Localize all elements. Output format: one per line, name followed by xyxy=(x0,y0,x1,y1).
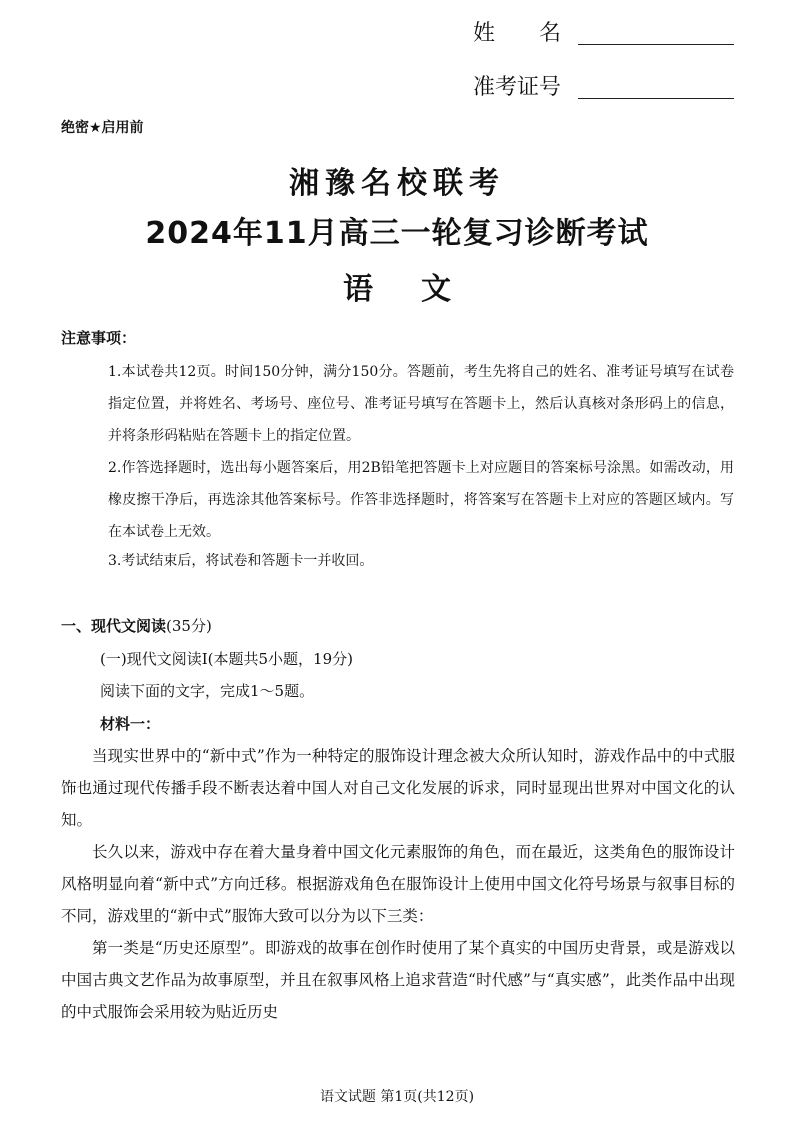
page-footer: 语文试题 第1页(共12页) xyxy=(319,1089,475,1105)
notice-item-text: 1.本试卷共12页。时间150分钟，满分150分。答题前，考生先将自己的姓名、准考证号填写在试卷指定位置，并将姓名、考场号、座位号、准考证号填写在答题卡上，然后认真核对条形码上的信息，并将条形码粘贴在答题卡上的指定位置。 xyxy=(108,364,734,444)
material-label: 材料一： xyxy=(100,715,161,733)
exam-title-line2: 2024年11月高三一轮复习诊断考试 xyxy=(145,216,649,251)
section-title: 一、现代文阅读 xyxy=(61,617,167,635)
name-field[interactable] xyxy=(578,44,734,45)
secret-mark: 绝密★启用前 xyxy=(61,120,144,136)
notice-item-text: 2.作答选择题时，选出每小题答案后，用2B铅笔把答题卡上对应题目的答案标号涂黑。如需改动，用橡皮擦干净后，再选涂其他答案标号。作答非选择题时，将答案写在答题卡上对应的答题区域内。写在本试卷上无效。 xyxy=(108,460,734,540)
subject-title: 语文 xyxy=(343,272,499,307)
notice-heading: 注意事项： xyxy=(61,329,137,347)
passage-paragraph: 长久以来，游戏中存在着大量身着中国文化元素服饰的角色，而在最近，这类角色的服饰设计风格明显向着“新中式”方向迁移。根据游戏角色在服饰设计上使用中国文化符号场景与叙事目标的不同，游戏里的“新中式”服饰大致可以分为以下三类： xyxy=(61,843,735,925)
section-heading xyxy=(61,615,212,636)
reading-passage xyxy=(61,740,735,1028)
notice-item xyxy=(94,356,734,452)
passage-paragraph: 第一类是“历史还原型”。即游戏的故事在创作时使用了某个真实的中国历史背景，或是游戏以中国古典文艺作品为故事原型，并且在叙事风格上追求营造“时代感”与“真实感”，此类作品中出现的中式服饰会采用较为贴近历史 xyxy=(61,939,735,1021)
reading-instruction: 阅读下面的文字，完成1～5题。 xyxy=(100,682,315,700)
name-label: 姓 名 xyxy=(473,21,562,46)
exam-title-line1: 湘豫名校联考 xyxy=(289,166,505,201)
notice-item-text: 3.考试结束后，将试卷和答题卡一并收回。 xyxy=(108,553,374,569)
notice-item xyxy=(94,452,734,548)
section-score: (35分) xyxy=(166,617,212,635)
subsection-heading: (一)现代文阅读Ⅰ(本题共5小题，19分) xyxy=(100,650,353,668)
passage-paragraph: 当现实世界中的“新中式”作为一种特定的服饰设计理念被大众所认知时，游戏作品中的中式服饰也通过现代传播手段不断表达着中国人对自己文化发展的诉求，同时显现出世界对中国文化的认知。 xyxy=(61,747,735,829)
exam-id-field[interactable] xyxy=(578,98,734,99)
notice-item xyxy=(94,545,734,577)
exam-id-label: 准考证号 xyxy=(473,75,562,100)
